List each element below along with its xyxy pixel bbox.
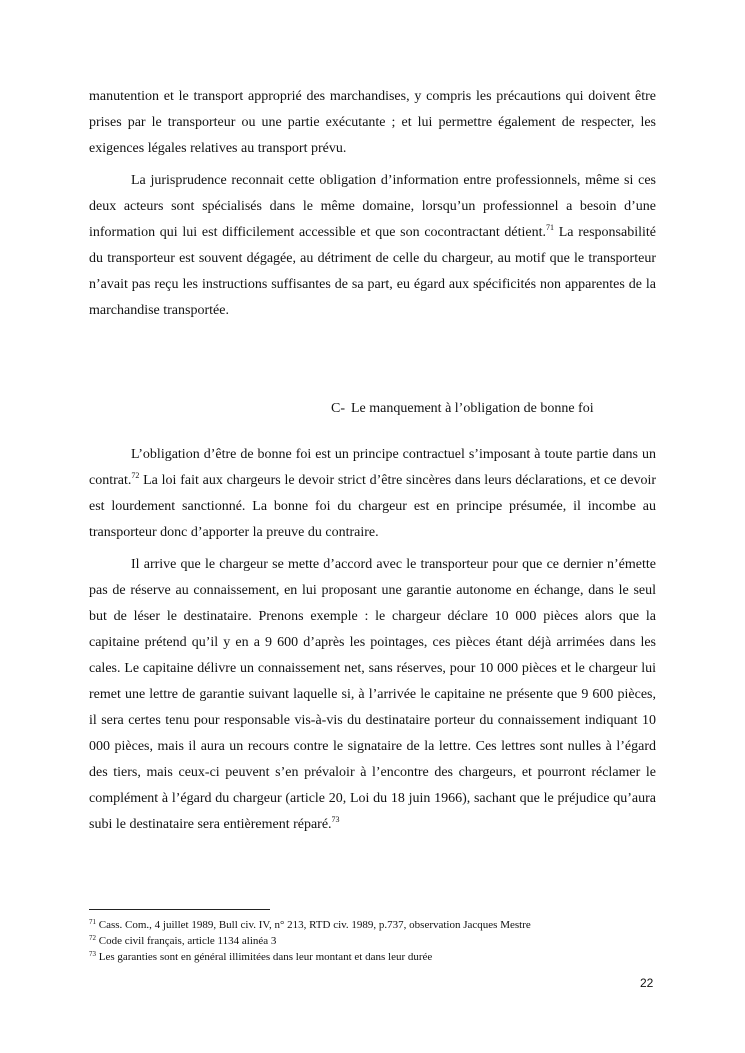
- footnote-number: 72: [89, 934, 96, 942]
- footnote-ref-71[interactable]: 71: [546, 223, 555, 232]
- paragraph-text: manutention et le transport approprié des marchandises, y compris les précautions qui doivent être prises par le transporteur ou une partie exécutante ; et lui permettre également de respecter, les exigences légales relatives au transport prévu.: [89, 89, 656, 156]
- paragraph-continuation: [89, 84, 656, 162]
- paragraph-text: L’obligation d’être de bonne foi est un principe contractuel s’imposant à toute partie dans un contrat.: [89, 447, 656, 488]
- footnote-number: 73: [89, 950, 96, 958]
- footnote-71: [89, 917, 656, 933]
- footnote-text: Les garanties sont en général illimitées dans leur montant et dans leur durée: [96, 951, 433, 963]
- section-letter: C-: [331, 401, 345, 416]
- page-number: 22: [640, 976, 654, 990]
- paragraph-bonne-foi: [89, 442, 656, 546]
- footnote-text: Code civil français, article 1134 alinéa 3: [96, 935, 277, 947]
- footnote-text: Cass. Com., 4 juillet 1989, Bull civ. IV, n° 213, RTD civ. 1989, p.737, observation Jacques Mestre: [96, 919, 531, 931]
- paragraph-text: Il arrive que le chargeur se mette d’accord avec le transporteur pour que ce dernier n’émette pas de réserve au connaissement, en lui proposant une garantie autonome en échange, dans le seul but de léser le destinataire. Prenons exemple : le chargeur déclare 10 000 pièces alors que la capitaine prétend qu’il y en a 9 600 d’après les pointages, ces pièces étant déjà arrimées dans les cales. Le capitaine délivre un connaissement net, sans réserves, pour 10 000 pièces et le chargeur lui remet une lettre de garantie suivant laquelle si, à l’arrivée le capitaine ne présente que 9 600 pièces, il sera certes tenu pour responsable vis-à-vis du destinataire porteur du connaissement indiquant 10 000 pièces, mais il aura un recours contre le signataire de la lettre. Ces lettres sont nulles à l’égard des tiers, mais ceux-ci peuvent s’en prévaloir à l’encontre des chargeurs, et pourront réclamer le complément à l’égard du chargeur (article 20, Loi du 18 juin 1966), sachant que le préjudice qu’aura subi le destinataire sera entièrement réparé.: [89, 557, 656, 832]
- footnote-ref-73[interactable]: 73: [331, 815, 340, 824]
- footnotes: [89, 917, 656, 965]
- footnote-73: [89, 949, 656, 965]
- paragraph-jurisprudence: [89, 168, 656, 324]
- footnote-72: [89, 933, 656, 949]
- section-heading: [331, 399, 594, 419]
- paragraph-exemple: [89, 552, 656, 838]
- paragraph-text: La loi fait aux chargeurs le devoir strict d’être sincères dans leurs déclarations, et ce devoir est lourdement sanctionné. La bonne foi du chargeur est en principe présumée, il incombe au transporteur donc d’apporter la preuve du contraire.: [89, 473, 656, 540]
- section-title: Le manquement à l’obligation de bonne foi: [351, 401, 594, 416]
- footnote-ref-72[interactable]: 72: [131, 471, 140, 480]
- footnote-separator: [89, 909, 270, 910]
- body-text-top: [89, 84, 656, 330]
- paragraph-text: La responsabilité du transporteur est souvent dégagée, au détriment de celle du chargeur, au motif que le transporteur n’avait pas reçu les instructions suffisantes de sa part, eu égard aux spécificités non apparentes de la marchandise transportée.: [89, 225, 656, 318]
- footnote-number: 71: [89, 918, 96, 926]
- body-text-bottom: [89, 442, 656, 844]
- paragraph-text: La jurisprudence reconnait cette obligation d’information entre professionnels, même si ces deux acteurs sont spécialisés dans le même domaine, lorsqu’un professionnel a besoin d’une information qui lui est difficilement accessible et que son cocontractant détient.: [89, 173, 656, 240]
